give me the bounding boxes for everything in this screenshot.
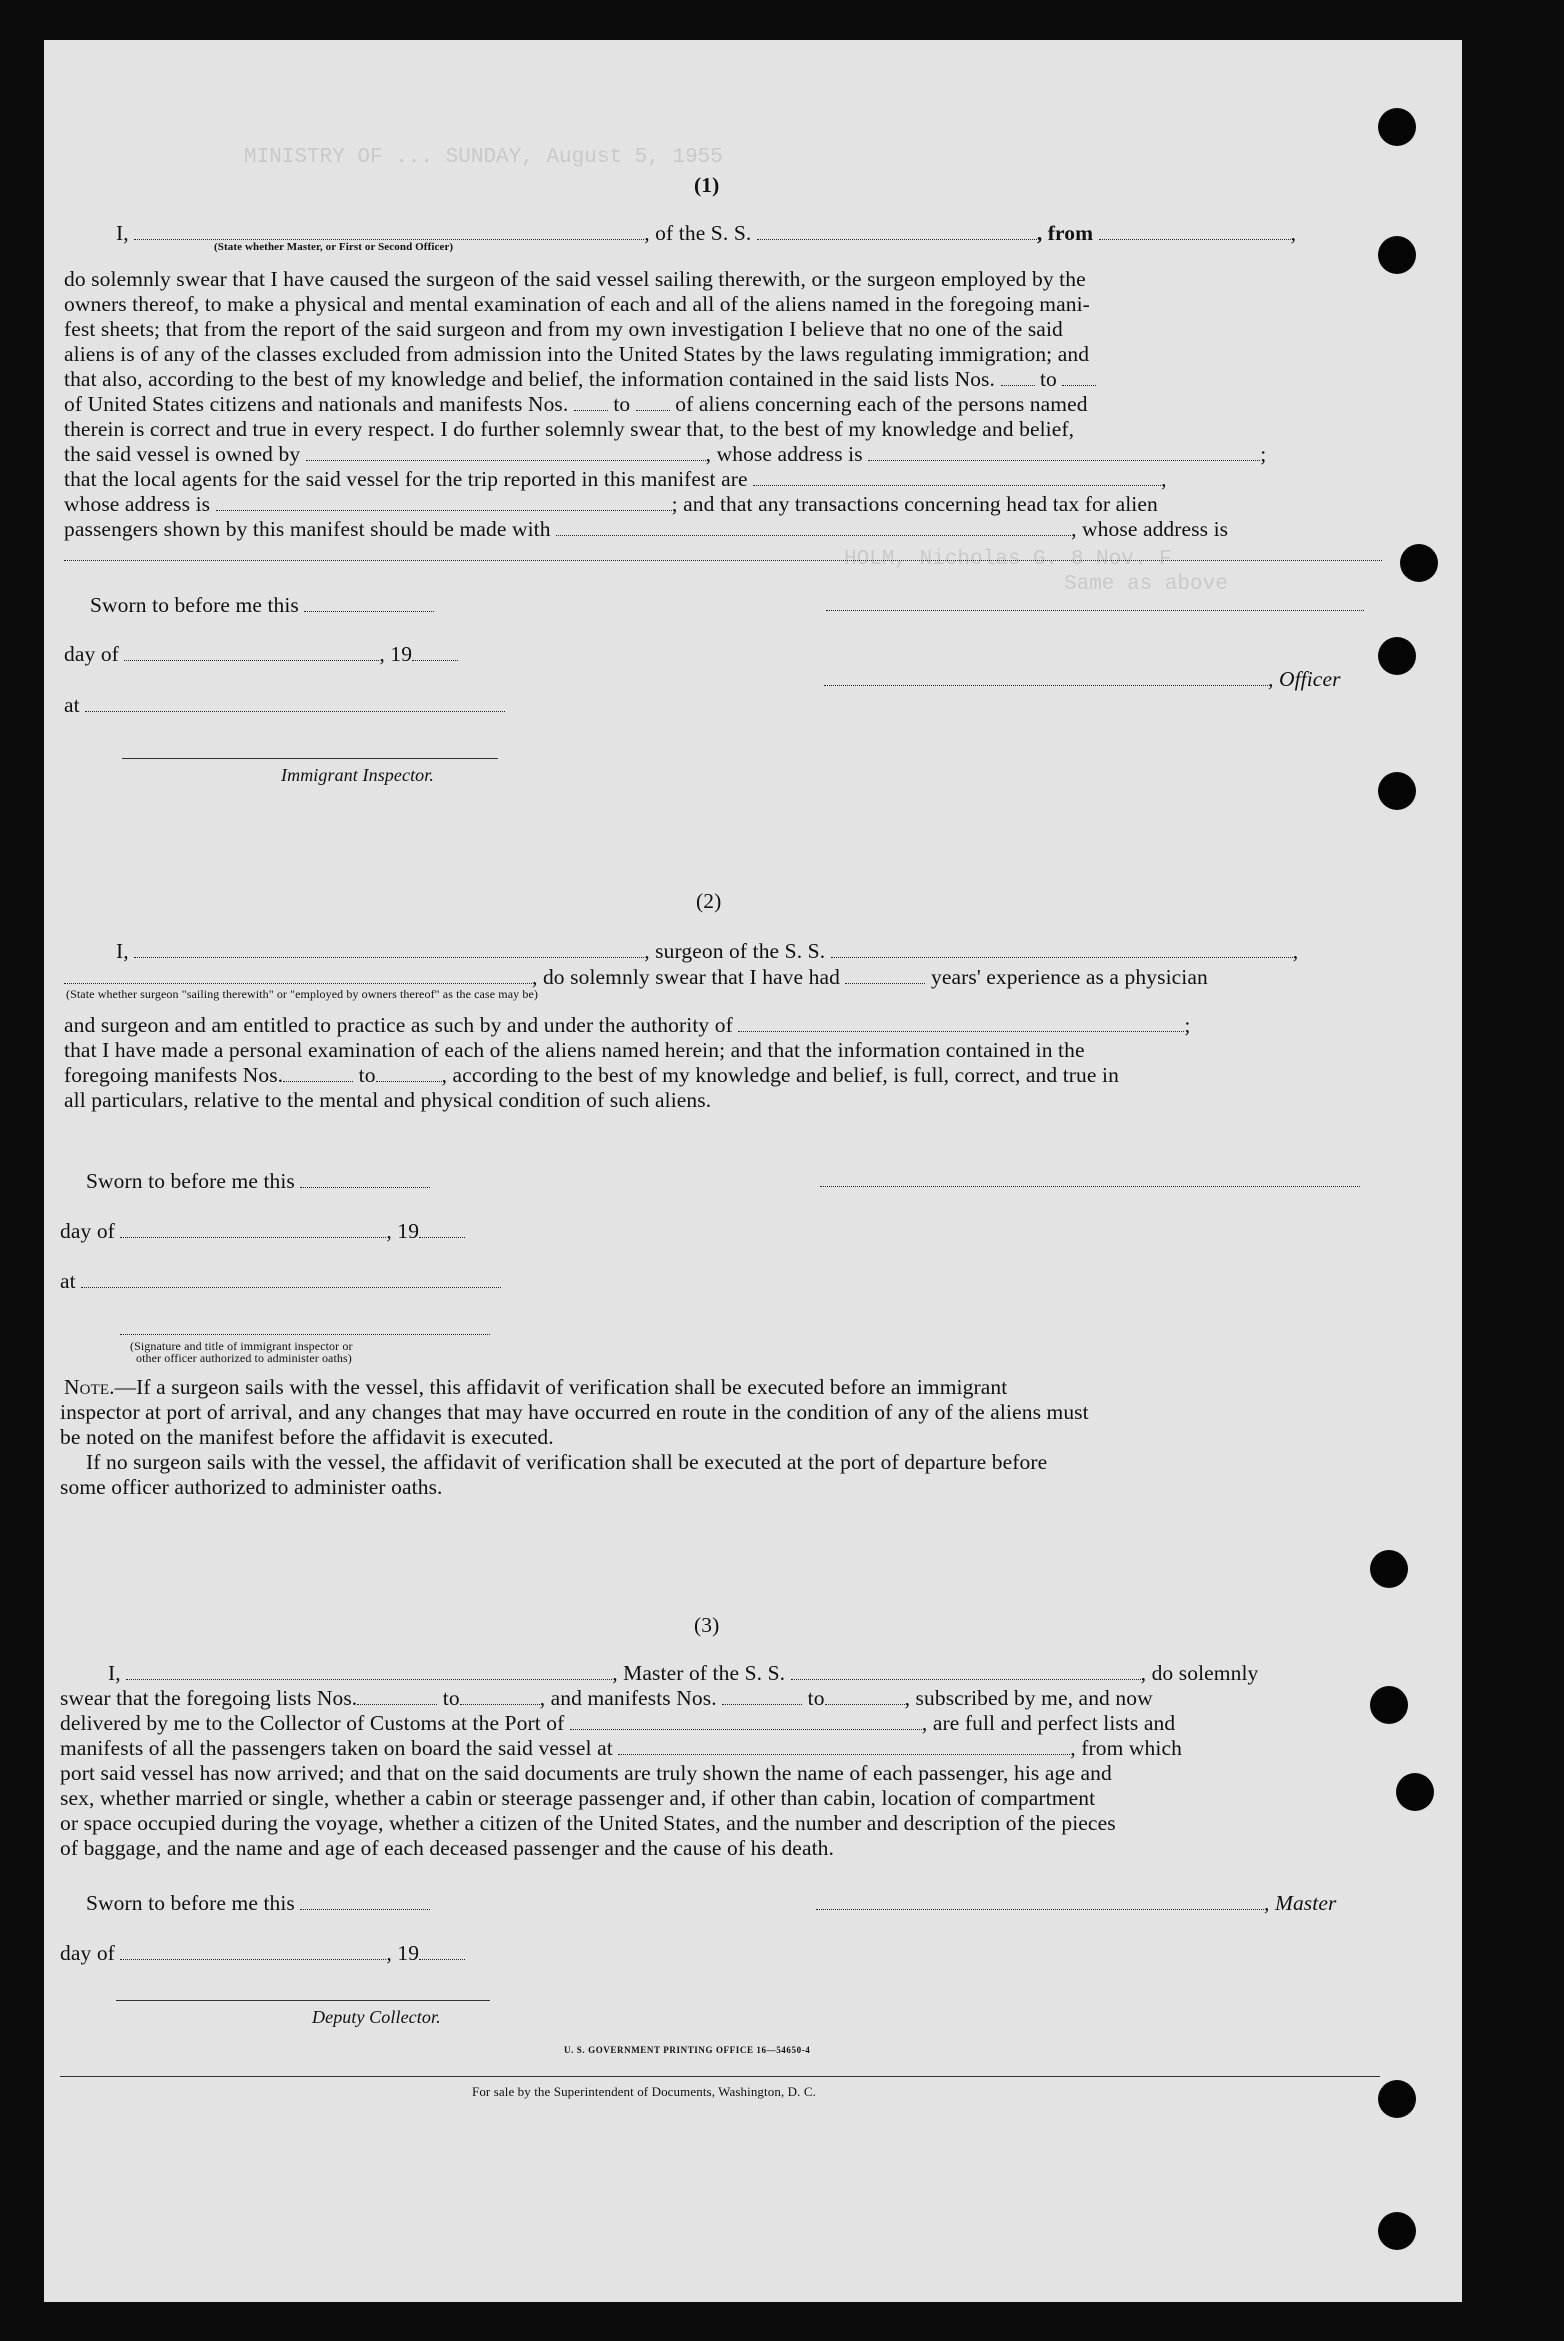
- s1-day-of: day of , 19: [64, 641, 458, 667]
- punch-hole: [1378, 2080, 1416, 2118]
- section-2-heading: (2): [696, 889, 722, 913]
- officer-note: (State whether Master, or First or Second Officer): [214, 241, 454, 253]
- s1-officer-signature-line: [826, 610, 1364, 611]
- s1-body-line: fest sheets; that from the report of the said surgeon and from my own investigation I believe that no one of the said: [64, 317, 1063, 341]
- surgeon-note: (State whether surgeon "sailing therewith" or "employed by owners thereof" as the case may be): [66, 987, 538, 1001]
- punch-hole: [1378, 236, 1416, 274]
- s1-inspector-label: Immigrant Inspector.: [281, 765, 434, 785]
- footer-rule: [60, 2076, 1380, 2077]
- punch-hole: [1378, 108, 1416, 146]
- punch-hole: [1396, 1773, 1434, 1811]
- s2-line-3: and surgeon and am entitled to practice as such by and under the authority of ;: [64, 1013, 1191, 1037]
- punch-hole: [1378, 772, 1416, 810]
- sale-notice: For sale by the Superintendent of Documents, Washington, D. C.: [472, 2084, 816, 2099]
- s2-at: at: [60, 1268, 501, 1294]
- s3-line-5: port said vessel has now arrived; and that on the said documents are truly shown the name of each passenger, his age and: [60, 1761, 1112, 1785]
- punch-hole: [1378, 637, 1416, 675]
- bleed-through-text: HOLM, Nicholas G. 8 Nov. F: [844, 548, 1172, 571]
- section-3-heading: (3): [694, 1613, 720, 1637]
- s1-line-6: of United States citizens and nationals and manifests Nos. to of aliens concerning each of the persons named: [64, 392, 1088, 416]
- s3-collector-signature-line: [116, 2000, 490, 2001]
- s3-collector-label: Deputy Collector.: [312, 2007, 441, 2027]
- s2-note-2: inspector at port of arrival, and any changes that may have occurred en route in the condition of any of the aliens must: [60, 1400, 1089, 1424]
- s1-line-5: that also, according to the best of my knowledge and belief, the information contained in the said lists Nos. to: [64, 366, 1096, 392]
- s3-sworn: Sworn to before me this: [86, 1890, 430, 1916]
- s1-line-9: that the local agents for the said vessel for the trip reported in this manifest are ,: [64, 467, 1167, 491]
- s1-officer: , Officer: [824, 666, 1341, 692]
- s2-line-2: , do solemnly swear that I have had years' experience as a physician: [64, 964, 1208, 990]
- s1-line-1: I, , of the S. S. , from ,: [116, 221, 1297, 245]
- s3-line-1: I, , Master of the S. S. , do solemnly: [108, 1661, 1259, 1685]
- s3-day-of: day of , 19: [60, 1940, 465, 1966]
- s2-sworn: Sworn to before me this: [86, 1168, 430, 1194]
- s2-line-1: I, , surgeon of the S. S. ,: [116, 939, 1299, 963]
- bleed-through-text: Same as above: [1064, 573, 1228, 596]
- s3-line-4: manifests of all the passengers taken on board the said vessel at , from which: [60, 1736, 1182, 1760]
- s2-note-1: Note.—If a surgeon sails with the vessel, this affidavit of verification shall be executed before an immigrant: [64, 1375, 1008, 1399]
- s2-surgeon-signature-line: [820, 1186, 1360, 1187]
- s1-inspector-signature-line: [122, 758, 498, 759]
- s3-line-3: delivered by me to the Collector of Customs at the Port of , are full and perfect lists and: [60, 1711, 1176, 1735]
- s3-line-7: or space occupied during the voyage, whether a citizen of the United States, and the number and description of the pieces: [60, 1811, 1116, 1835]
- s1-line-11: passengers shown by this manifest should be made with , whose address is: [64, 517, 1229, 541]
- s1-line-8: the said vessel is owned by , whose address is ;: [64, 442, 1267, 466]
- s3-line-6: sex, whether married or single, whether a cabin or steerage passenger and, if other than cabin, location of compartment: [60, 1786, 1096, 1810]
- form-page: [44, 40, 1462, 2302]
- s1-line-7: therein is correct and true in every respect. I do further solemnly swear that, to the best of my knowledge and belief,: [64, 417, 1075, 441]
- section-1-heading: (1): [694, 173, 720, 197]
- punch-hole: [1378, 2212, 1416, 2250]
- printing-office-line: U. S. GOVERNMENT PRINTING OFFICE 16—54650-4: [564, 2045, 811, 2055]
- s2-sig-note: (Signature and title of immigrant inspector or: [130, 1339, 353, 1353]
- s2-note-5: some officer authorized to administer oaths.: [60, 1475, 443, 1499]
- s2-line-4: that I have made a personal examination of each of the aliens named herein; and that the information contained in the: [64, 1038, 1085, 1062]
- s1-address-line: [64, 560, 1382, 561]
- s3-line-2: swear that the foregoing lists Nos. to , and manifests Nos. to , subscribed by me, and now: [60, 1686, 1153, 1710]
- s2-day-of: day of , 19: [60, 1218, 465, 1244]
- s1-body-line: owners thereof, to make a physical and mental examination of each and all of the aliens named in the foregoing mani-: [64, 292, 1090, 316]
- s1-body-line: do solemnly swear that I have caused the surgeon of the said vessel sailing therewith, or the surgeon employed by the: [64, 267, 1086, 291]
- s3-master: , Master: [816, 1890, 1336, 1916]
- punch-hole: [1400, 544, 1438, 582]
- s2-note-4: If no surgeon sails with the vessel, the affidavit of verification shall be executed at the port of departure before: [86, 1450, 1048, 1474]
- s3-line-8: of baggage, and the name and age of each deceased passenger and the cause of his death.: [60, 1836, 834, 1860]
- s2-inspector-signature-line: [120, 1334, 490, 1335]
- punch-hole: [1370, 1550, 1408, 1588]
- s2-line-5: foregoing manifests Nos. to , according to the best of my knowledge and belief, is full, correct, and true in: [64, 1063, 1119, 1087]
- s1-at: at: [64, 692, 505, 718]
- s1-body-line: aliens is of any of the classes excluded from admission into the United States by the laws regulating immigration; and: [64, 342, 1090, 366]
- s2-line-6: all particulars, relative to the mental and physical condition of such aliens.: [64, 1088, 712, 1112]
- bleed-through-text: MINISTRY OF ... SUNDAY, August 5, 1955: [244, 146, 723, 169]
- punch-hole: [1370, 1686, 1408, 1724]
- s2-sig-note: other officer authorized to administer oaths): [136, 1351, 352, 1365]
- s1-line-10: whose address is ; and that any transactions concerning head tax for alien: [64, 492, 1158, 516]
- s2-note-3: be noted on the manifest before the affidavit is executed.: [60, 1425, 554, 1449]
- s1-sworn: Sworn to before me this: [90, 592, 434, 618]
